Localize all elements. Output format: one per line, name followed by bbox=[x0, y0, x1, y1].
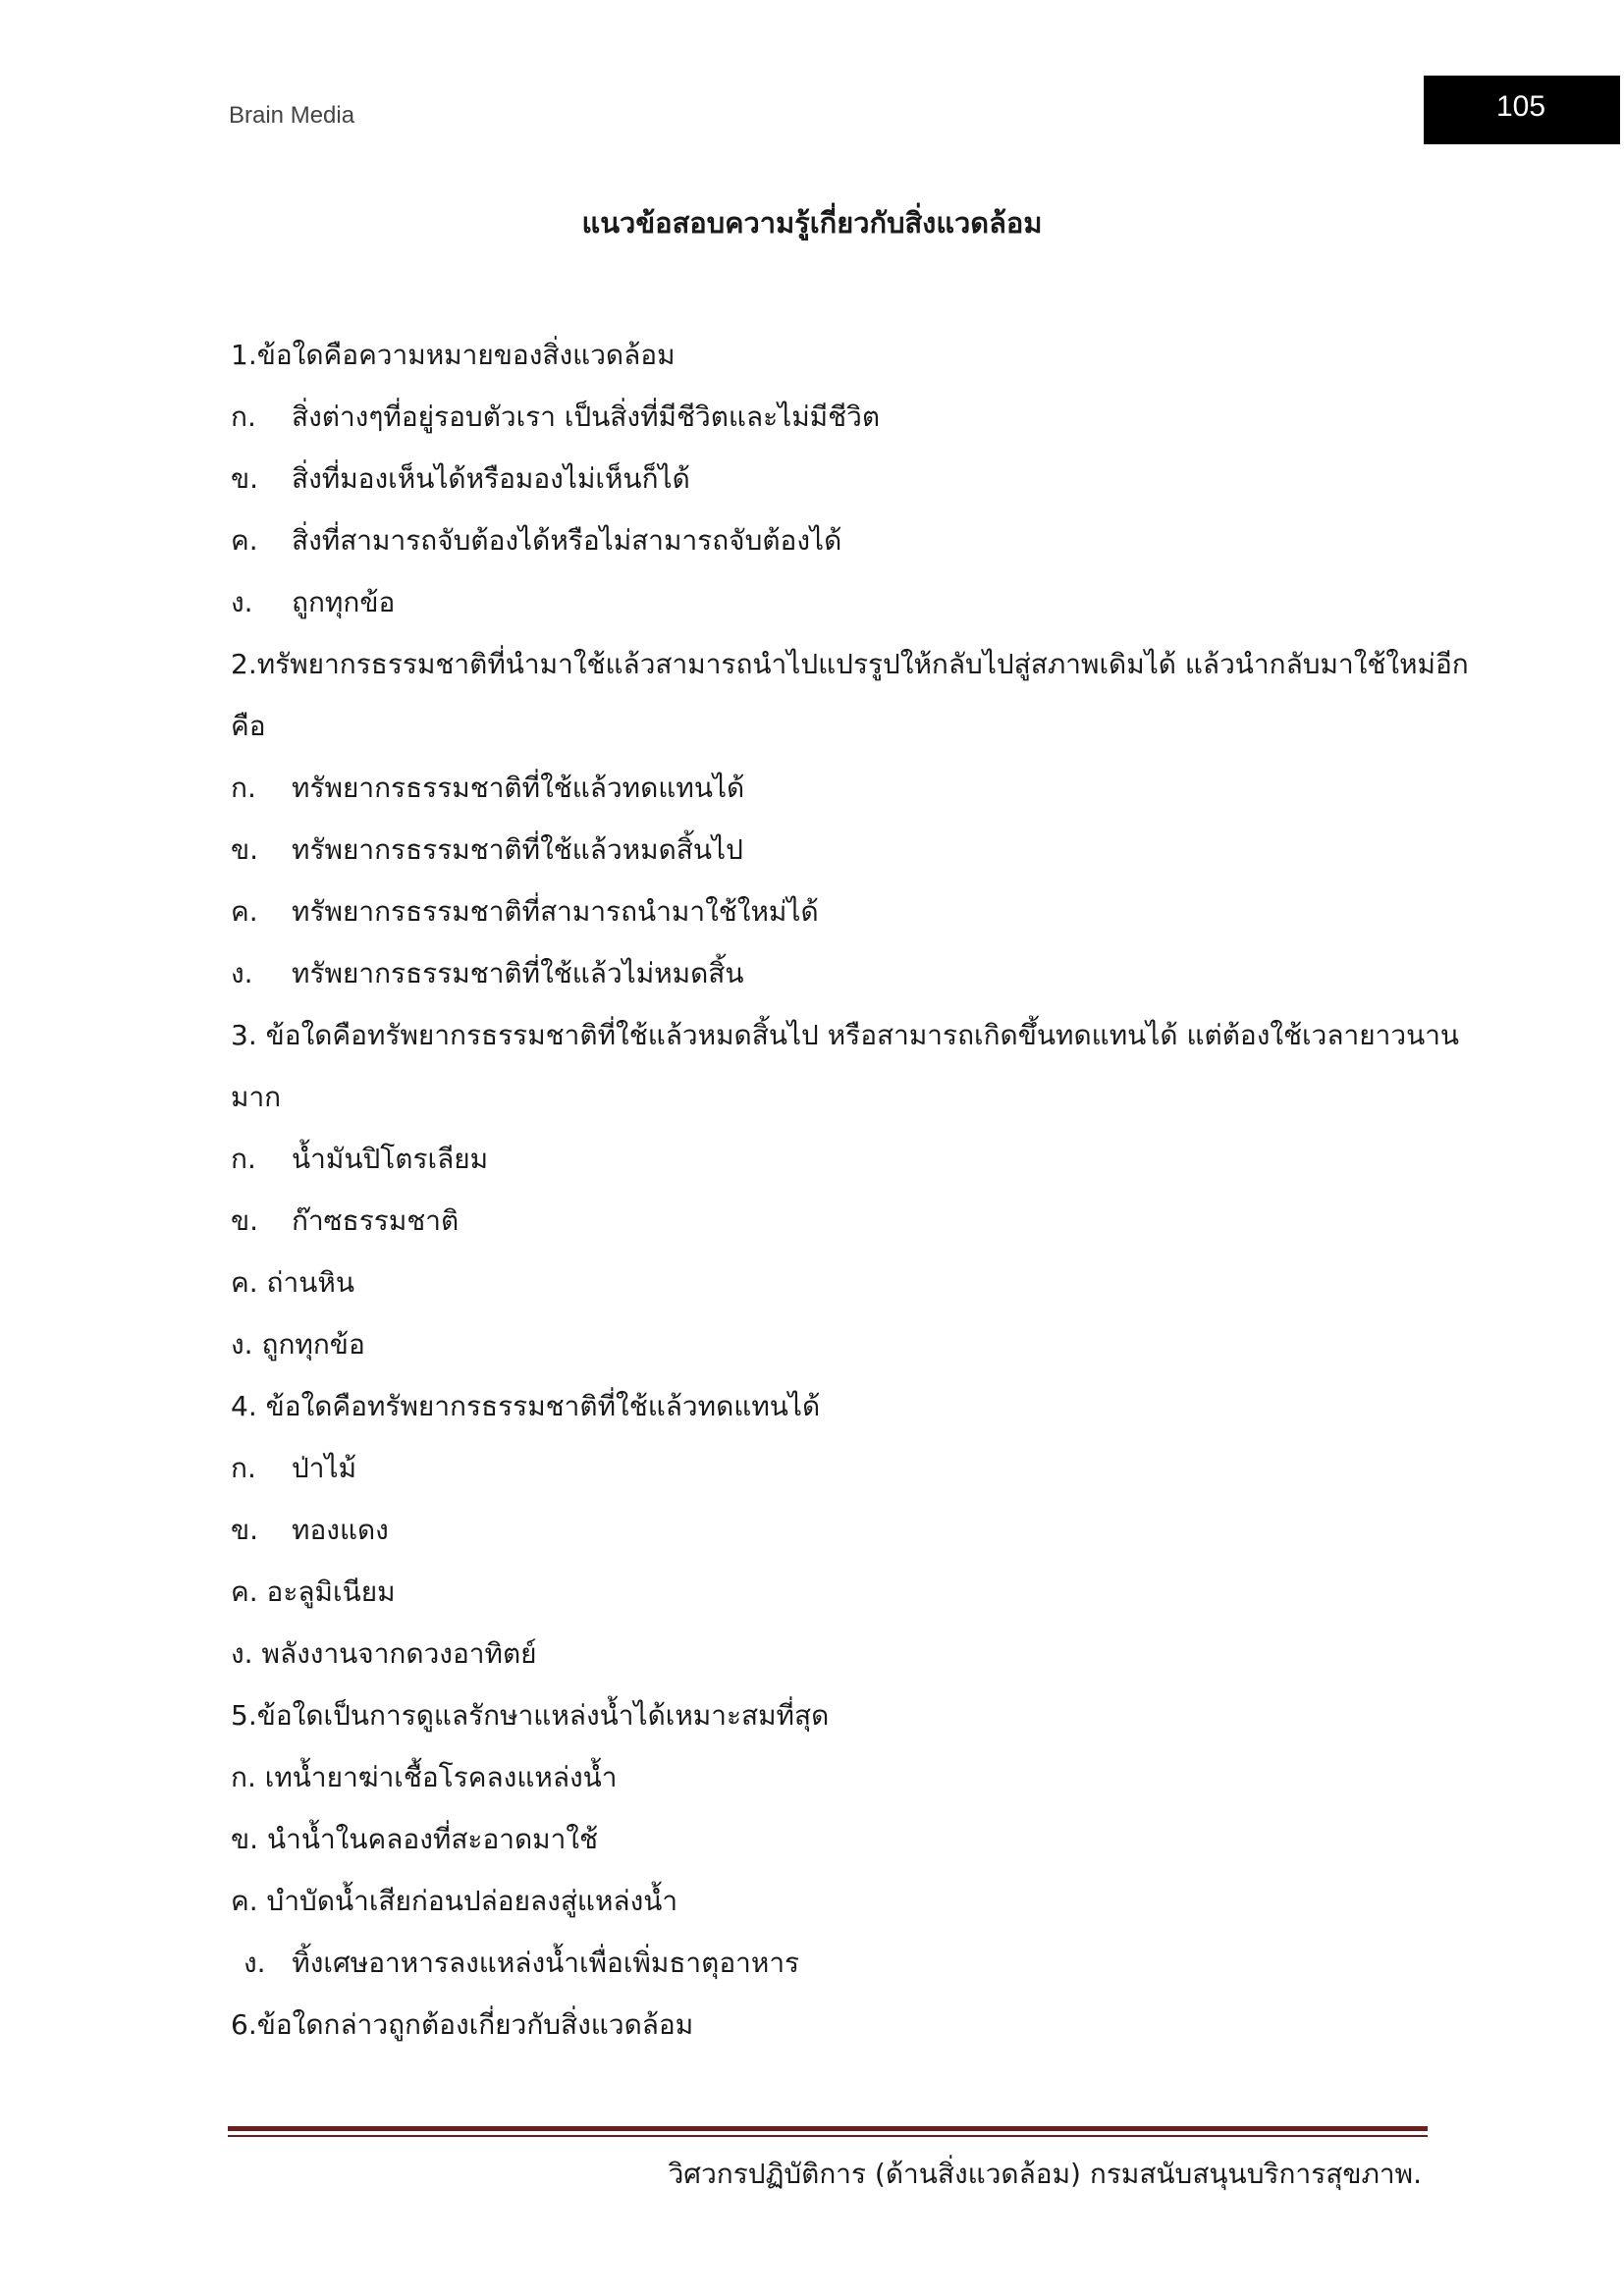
question-5-option-a bbox=[231, 1746, 1424, 1808]
option-letter: ข. bbox=[231, 1204, 259, 1237]
option-text: นำน้ำในคลองที่สะอาดมาใช้ bbox=[266, 1823, 599, 1855]
option-text: ถูกทุกข้อ bbox=[261, 1328, 365, 1361]
option-text: สิ่งต่างๆที่อยู่รอบตัวเรา เป็นสิ่งที่มีชีวิตและไม่มีชีวิต bbox=[292, 400, 881, 433]
question-2-option-c bbox=[231, 881, 1424, 942]
question-3-option-b bbox=[231, 1190, 1424, 1252]
question-2-option-a bbox=[231, 757, 1424, 819]
question-1-text: 1.ข้อใดคือความหมายของสิ่งแวดล้อม bbox=[231, 339, 676, 371]
question-1-option-a bbox=[231, 386, 1424, 448]
question-3-text-cont: มาก bbox=[231, 1081, 282, 1113]
option-text: ทิ้งเศษอาหารลงแหล่งน้ำเพื่อเพิ่มธาตุอาหาร bbox=[292, 1947, 800, 1979]
option-text: ทรัพยากรธรรมชาติที่ใช้แล้วไม่หมดสิ้น bbox=[292, 957, 744, 989]
brand-name: Brain Media bbox=[229, 102, 355, 129]
question-4-option-b bbox=[231, 1499, 1424, 1561]
option-letter: ง. bbox=[231, 1328, 253, 1361]
question-2-text-cont: คือ bbox=[231, 710, 266, 742]
option-text: ก๊าซธรรมชาติ bbox=[292, 1204, 460, 1237]
option-letter: ก. bbox=[231, 1761, 256, 1793]
question-5-option-d bbox=[231, 1932, 1424, 1994]
option-letter: ก. bbox=[231, 772, 256, 804]
question-6-text: 6.ข้อใดกล่าวถูกต้องเกี่ยวกับสิ่งแวดล้อม bbox=[231, 2008, 694, 2041]
option-letter: ง. bbox=[231, 586, 253, 618]
question-list bbox=[231, 324, 1469, 2056]
option-text: เทน้ำยาฆ่าเชื้อโรคลงแหล่งน้ำ bbox=[264, 1761, 618, 1793]
question-4-option-a bbox=[231, 1437, 1424, 1499]
option-letter: ง. bbox=[231, 1637, 253, 1670]
option-text: สิ่งที่มองเห็นได้หรือมองไม่เห็นก็ได้ bbox=[292, 462, 690, 495]
option-text: ถ่านหิน bbox=[266, 1266, 354, 1299]
option-text: สิ่งที่สามารถจับต้องได้หรือไม่สามารถจับต้องได้ bbox=[292, 524, 842, 557]
question-2-text: 2.ทรัพยากรธรรมชาติที่นำมาใช้แล้วสามารถนำไปแปรรูปให้กลับไปสู่สภาพเดิมได้ แล้วนำกลับมาใช้ใหม่อีก bbox=[231, 648, 1469, 680]
option-text: พลังงานจากดวงอาทิตย์ bbox=[261, 1637, 537, 1670]
question-4-text: 4. ข้อใดคือทรัพยากรธรรมชาติที่ใช้แล้วทดแทนได้ bbox=[231, 1390, 821, 1422]
option-text: ถูกทุกข้อ bbox=[292, 586, 396, 618]
option-letter: ง. bbox=[231, 957, 253, 989]
question-3-option-c bbox=[231, 1252, 1424, 1313]
option-letter: ข. bbox=[231, 833, 259, 866]
option-letter: ค. bbox=[231, 1885, 258, 1917]
page-number: 105 bbox=[1496, 90, 1546, 123]
option-letter: ง. bbox=[244, 1947, 266, 1979]
option-letter: ก. bbox=[231, 1143, 256, 1175]
footer-text: วิศวกรปฏิบัติการ (ด้านสิ่งแวดล้อม) กรมสนับสนุนบริการสุขภาพ. bbox=[668, 2158, 1422, 2190]
question-4-option-c bbox=[231, 1561, 1424, 1623]
question-4-option-d bbox=[231, 1623, 1424, 1684]
question-2-option-b bbox=[231, 819, 1424, 881]
option-text: บำบัดน้ำเสียก่อนปล่อยลงสู่แหล่งน้ำ bbox=[266, 1885, 678, 1917]
option-letter: ข. bbox=[231, 462, 259, 495]
option-letter: ก. bbox=[231, 1452, 256, 1484]
option-text: ทรัพยากรธรรมชาติที่ใช้แล้วทดแทนได้ bbox=[292, 772, 745, 804]
question-3-text: 3. ข้อใดคือทรัพยากรธรรมชาติที่ใช้แล้วหมดสิ้นไป หรือสามารถเกิดขึ้นทดแทนได้ แต่ต้องใช้เวลายาวนาน bbox=[231, 1019, 1460, 1051]
option-text: น้ำมันปิโตรเลียม bbox=[292, 1143, 489, 1175]
option-letter: ค. bbox=[231, 524, 258, 557]
question-1-option-c bbox=[231, 509, 1424, 571]
option-letter: ข. bbox=[231, 1823, 259, 1855]
question-5-option-b bbox=[231, 1808, 1424, 1870]
question-3-option-d bbox=[231, 1313, 1424, 1375]
question-1-option-d bbox=[231, 571, 1424, 633]
option-letter: ก. bbox=[231, 400, 256, 433]
document-title: แนวข้อสอบความรู้เกี่ยวกับสิ่งแวดล้อม bbox=[581, 206, 1043, 240]
option-letter: ค. bbox=[231, 1575, 258, 1608]
footer-rule bbox=[228, 2126, 1428, 2131]
option-text: อะลูมิเนียม bbox=[266, 1575, 396, 1608]
question-5-option-c bbox=[231, 1870, 1424, 1932]
question-3-option-a bbox=[231, 1128, 1424, 1190]
footer-rule-thin bbox=[228, 2135, 1428, 2137]
question-2-option-d bbox=[231, 942, 1424, 1004]
option-text: ทองแดง bbox=[292, 1514, 389, 1546]
option-text: ป่าไม้ bbox=[292, 1452, 357, 1484]
option-text: ทรัพยากรธรรมชาติที่สามารถนำมาใช้ใหม่ได้ bbox=[292, 895, 819, 928]
question-5-text: 5.ข้อใดเป็นการดูแลรักษาแหล่งน้ำได้เหมาะสมที่สุด bbox=[231, 1699, 830, 1732]
option-text: ทรัพยากรธรรมชาติที่ใช้แล้วหมดสิ้นไป bbox=[292, 833, 743, 866]
option-letter: ค. bbox=[231, 1266, 258, 1299]
question-1-option-b bbox=[231, 448, 1424, 509]
option-letter: ข. bbox=[231, 1514, 259, 1546]
option-letter: ค. bbox=[231, 895, 258, 928]
